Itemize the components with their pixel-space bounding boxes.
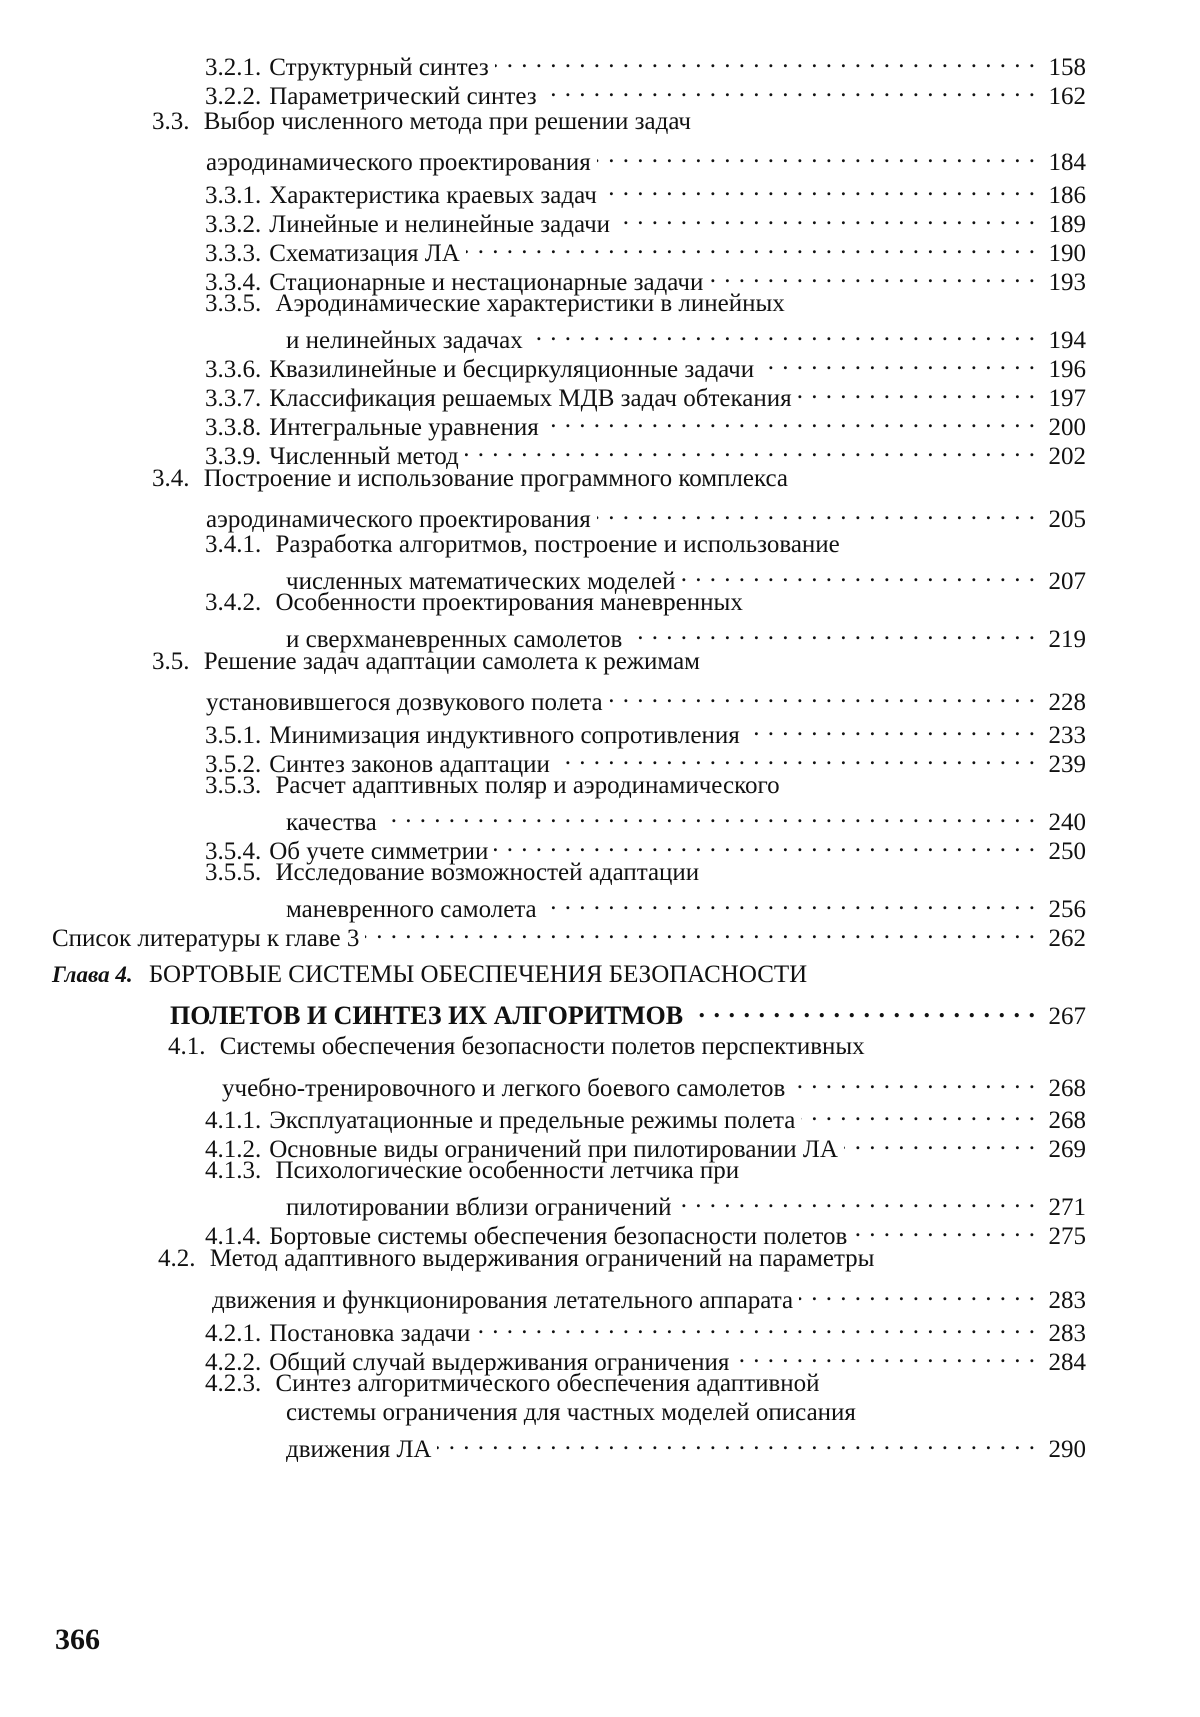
- dot-leader: [543, 74, 1036, 104]
- dot-leader: [466, 231, 1036, 261]
- entry-page: 184: [1048, 149, 1086, 176]
- toc-entry: [205, 434, 1086, 470]
- entry-title: Характеристика краевых задач: [269, 182, 597, 209]
- entry-title-line1: Решение задач адаптации самолета к режимам: [203, 648, 701, 675]
- entry-number: 3.4.1.: [205, 531, 262, 558]
- entry-title-line1: Выбор численного метода при решении задач: [203, 108, 692, 135]
- dot-leader: [543, 887, 1036, 917]
- entry-number: 3.4.: [152, 465, 190, 492]
- entry-page: 193: [1048, 269, 1086, 296]
- entry-title: качества: [286, 809, 377, 836]
- dot-leader: [689, 994, 1036, 1024]
- toc-entry: [52, 916, 1086, 952]
- chapter-heading-line1: [52, 960, 807, 990]
- dot-leader: [844, 1127, 1036, 1157]
- entry-page: 240: [1048, 809, 1086, 836]
- entry-number: 3.3.8.: [205, 414, 262, 441]
- entry-page: 290: [1048, 1436, 1086, 1463]
- dot-leader: [628, 617, 1036, 647]
- entry-page: 262: [1048, 925, 1086, 952]
- entry-number: 4.2.1.: [205, 1320, 262, 1347]
- entry-title: Об учете симметрии: [269, 838, 489, 865]
- dot-leader: [494, 829, 1036, 859]
- toc-entry: [205, 173, 1086, 209]
- entry-page: 239: [1048, 751, 1086, 778]
- entry-number: 4.1.4.: [205, 1223, 262, 1250]
- chapter-title: ПОЛЕТОВ И СИНТЕЗ ИХ АЛГОРИТМОВ: [170, 1001, 684, 1030]
- entry-page: 228: [1048, 689, 1086, 716]
- entry-title: Интегральные уравнения: [269, 414, 539, 441]
- toc-entry: [286, 887, 1086, 923]
- entry-page: 256: [1048, 896, 1086, 923]
- entry-number: 3.3.4.: [205, 269, 262, 296]
- entry-page: 283: [1048, 1287, 1086, 1314]
- toc-entry: [205, 45, 1086, 81]
- entry-page: 283: [1048, 1320, 1086, 1347]
- toc-entry-line1: [152, 464, 788, 494]
- entry-title: Параметрический синтез: [269, 83, 537, 110]
- dot-leader: [801, 1098, 1036, 1128]
- entry-page: 194: [1048, 327, 1086, 354]
- entry-title-line1: Синтез алгоритмического обеспечения адаптивной: [275, 1370, 820, 1397]
- entry-title: и нелинейных задачах: [286, 327, 523, 354]
- toc-entry: [206, 140, 1086, 176]
- entry-page: 275: [1048, 1223, 1086, 1250]
- entry-title-line1: Разработка алгоритмов, построение и использование: [275, 531, 840, 558]
- toc-entry-line1: [152, 107, 691, 137]
- dot-leader: [603, 173, 1036, 203]
- entry-page: 269: [1048, 1136, 1086, 1163]
- entry-title: Схематизация ЛА: [269, 240, 460, 267]
- toc-entry: [286, 318, 1086, 354]
- toc-entry: [206, 497, 1086, 533]
- dot-leader: [476, 1311, 1036, 1341]
- toc-entry-line1: [168, 1032, 865, 1062]
- entry-number: 4.1.2.: [205, 1136, 262, 1163]
- entry-number: 3.4.2.: [205, 589, 262, 616]
- entry-title: Бортовые системы обеспечения безопасности полетов: [269, 1223, 848, 1250]
- entry-title: Квазилинейные и бесциркуляционные задачи: [269, 356, 755, 383]
- dot-leader: [798, 376, 1036, 406]
- entry-title-line1: Исследование возможностей адаптации: [275, 859, 700, 886]
- entry-title-line1: Психологические особенности летчика при: [275, 1157, 740, 1184]
- entry-number: 3.5.5.: [205, 859, 262, 886]
- dot-leader: [853, 1214, 1036, 1244]
- entry-title: аэродинамического проектирования: [206, 506, 591, 533]
- toc-entry: [205, 1340, 1086, 1376]
- chapter-heading: [170, 994, 1086, 1030]
- toc-entry: [205, 376, 1086, 412]
- dot-leader: [760, 347, 1036, 377]
- toc-entry: [205, 74, 1086, 110]
- toc-entry-line1: [158, 1244, 874, 1274]
- toc-entry: [222, 1066, 1086, 1102]
- entry-page: 267: [1048, 1003, 1086, 1030]
- entry-title-line1: Метод адаптивного выдерживания ограничений на параметры: [209, 1245, 875, 1272]
- toc-entry-line1: [205, 289, 785, 319]
- dot-leader: [609, 680, 1036, 710]
- dot-leader: [681, 559, 1036, 589]
- entry-title: Постановка задачи: [269, 1320, 471, 1347]
- entry-page: 205: [1048, 506, 1086, 533]
- entry-title-line1: Расчет адаптивных поляр и аэродинамического: [275, 772, 780, 799]
- entry-page: 162: [1048, 83, 1086, 110]
- entry-title: учебно-тренировочного и легкого боевого самолетов: [222, 1075, 786, 1102]
- entry-number: 3.2.1.: [205, 54, 262, 81]
- entry-title-line2: системы ограничения для частных моделей описания: [286, 1399, 856, 1426]
- entry-number: 3.3.6.: [205, 356, 262, 383]
- entry-title: маневренного самолета: [286, 896, 537, 923]
- toc-entry: [286, 1185, 1086, 1221]
- entry-title: Стационарные и нестационарные задачи: [269, 269, 704, 296]
- page-number: 366: [55, 1623, 100, 1656]
- entry-number: 4.2.3.: [205, 1370, 262, 1397]
- entry-title-line1: Особенности проектирования маневренных: [275, 589, 743, 616]
- toc-entry: [205, 713, 1086, 749]
- entry-number: 4.1.: [168, 1033, 206, 1060]
- entry-title: Эксплуатационные и предельные режимы полета: [269, 1107, 796, 1134]
- toc-entry: [205, 829, 1086, 865]
- dot-leader: [465, 434, 1036, 464]
- dot-leader: [678, 1185, 1036, 1215]
- toc-entry: [206, 680, 1086, 716]
- toc-entry: [205, 231, 1086, 267]
- dot-leader: [545, 405, 1036, 435]
- entry-number: 3.3.9.: [205, 443, 262, 470]
- entry-title: Минимизация индуктивного сопротивления: [269, 722, 740, 749]
- toc-entry: [286, 559, 1086, 595]
- entry-title-line1: Аэродинамические характеристики в линейных: [275, 290, 785, 317]
- dot-leader: [556, 742, 1036, 772]
- toc-entry: [286, 800, 1086, 836]
- dot-leader: [799, 1278, 1036, 1308]
- entry-page: 189: [1048, 211, 1086, 238]
- dot-leader: [597, 497, 1036, 527]
- entry-page: 268: [1048, 1107, 1086, 1134]
- chapter-title-line1: БОРТОВЫЕ СИСТЕМЫ ОБЕСПЕЧЕНИЯ БЕЗОПАСНОСТИ: [148, 961, 808, 988]
- toc-entry-line1: [152, 647, 700, 677]
- entry-number: 4.1.3.: [205, 1157, 262, 1184]
- dot-leader: [495, 45, 1036, 75]
- dot-leader: [791, 1066, 1036, 1096]
- toc-entry: [205, 1214, 1086, 1250]
- entry-number: 3.3.: [152, 108, 190, 135]
- entry-number: 4.2.: [158, 1245, 196, 1272]
- toc-entry-line1: [205, 1156, 739, 1186]
- entry-title: Синтез законов адаптации: [269, 751, 550, 778]
- entry-number: 3.5.1.: [205, 722, 262, 749]
- entry-title: Структурный синтез: [269, 54, 489, 81]
- toc-entry: [286, 617, 1086, 653]
- entry-number: 3.3.7.: [205, 385, 262, 412]
- entry-number: 3.5.4.: [205, 838, 262, 865]
- entry-title: Численный метод: [269, 443, 459, 470]
- entry-title: Основные виды ограничений при пилотировании ЛА: [269, 1136, 838, 1163]
- entry-title: пилотировании вблизи ограничений: [286, 1194, 672, 1221]
- toc-entry: [286, 1427, 1086, 1463]
- dot-leader: [597, 140, 1036, 170]
- entry-page: 284: [1048, 1349, 1086, 1376]
- entry-title: Классификация решаемых МДВ задач обтекания: [269, 385, 792, 412]
- entry-title: аэродинамического проектирования: [206, 149, 591, 176]
- toc-entry: [205, 742, 1086, 778]
- toc-entry-line1: [205, 1369, 820, 1399]
- entry-number: 3.5.3.: [205, 772, 262, 799]
- toc-entry-line2: [286, 1398, 856, 1428]
- toc-entry-line1: [205, 530, 840, 560]
- entry-title: и сверхманевренных самолетов: [286, 626, 623, 653]
- entry-number: 3.3.3.: [205, 240, 262, 267]
- entry-number: 4.1.1.: [205, 1107, 262, 1134]
- dot-leader: [437, 1427, 1036, 1457]
- entry-page: 200: [1048, 414, 1086, 441]
- toc-entry: [205, 1311, 1086, 1347]
- toc-entry: [205, 260, 1086, 296]
- toc-entry: [205, 347, 1086, 383]
- dot-leader: [529, 318, 1036, 348]
- toc-entry: [205, 405, 1086, 441]
- toc-entry: [205, 1127, 1086, 1163]
- toc-entry-line1: [205, 771, 780, 801]
- entry-title: движения и функционирования летательного аппарата: [212, 1287, 794, 1314]
- dot-leader: [735, 1340, 1036, 1370]
- entry-page: 190: [1048, 240, 1086, 267]
- entry-page: 219: [1048, 626, 1086, 653]
- entry-number: 3.3.1.: [205, 182, 262, 209]
- entry-page: 202: [1048, 443, 1086, 470]
- dot-leader: [616, 202, 1036, 232]
- toc-entry-line1: [205, 858, 699, 888]
- entry-title: Общий случай выдерживания ограничения: [269, 1349, 730, 1376]
- entry-page: 207: [1048, 568, 1086, 595]
- entry-page: 233: [1048, 722, 1086, 749]
- entry-page: 158: [1048, 54, 1086, 81]
- entry-title: Список литературы к главе 3: [52, 925, 360, 952]
- dot-leader: [746, 713, 1036, 743]
- entry-title-line1: Построение и использование программного комплекса: [203, 465, 789, 492]
- dot-leader: [709, 260, 1036, 290]
- entry-title: Линейные и нелинейные задачи: [269, 211, 611, 238]
- chapter-label: Глава 4.: [52, 962, 133, 987]
- entry-page: 250: [1048, 838, 1086, 865]
- dot-leader: [365, 916, 1036, 946]
- entry-page: 186: [1048, 182, 1086, 209]
- entry-number: 3.2.2.: [205, 83, 262, 110]
- toc-entry: [212, 1278, 1086, 1314]
- entry-number: 3.5.: [152, 648, 190, 675]
- entry-page: 197: [1048, 385, 1086, 412]
- entry-number: 3.5.2.: [205, 751, 262, 778]
- entry-number: 3.3.5.: [205, 290, 262, 317]
- entry-page: 268: [1048, 1075, 1086, 1102]
- entry-page: 271: [1048, 1194, 1086, 1221]
- dot-leader: [383, 800, 1036, 830]
- entry-title: установившегося дозвукового полета: [206, 689, 603, 716]
- entry-number: 4.2.2.: [205, 1349, 262, 1376]
- entry-title: численных математических моделей: [286, 568, 676, 595]
- entry-page: 196: [1048, 356, 1086, 383]
- entry-title: движения ЛА: [286, 1436, 432, 1463]
- toc-entry: [205, 1098, 1086, 1134]
- entry-number: 3.3.2.: [205, 211, 262, 238]
- toc-entry-line1: [205, 588, 743, 618]
- toc-entry: [205, 202, 1086, 238]
- entry-title-line1: Системы обеспечения безопасности полетов перспективных: [219, 1033, 865, 1060]
